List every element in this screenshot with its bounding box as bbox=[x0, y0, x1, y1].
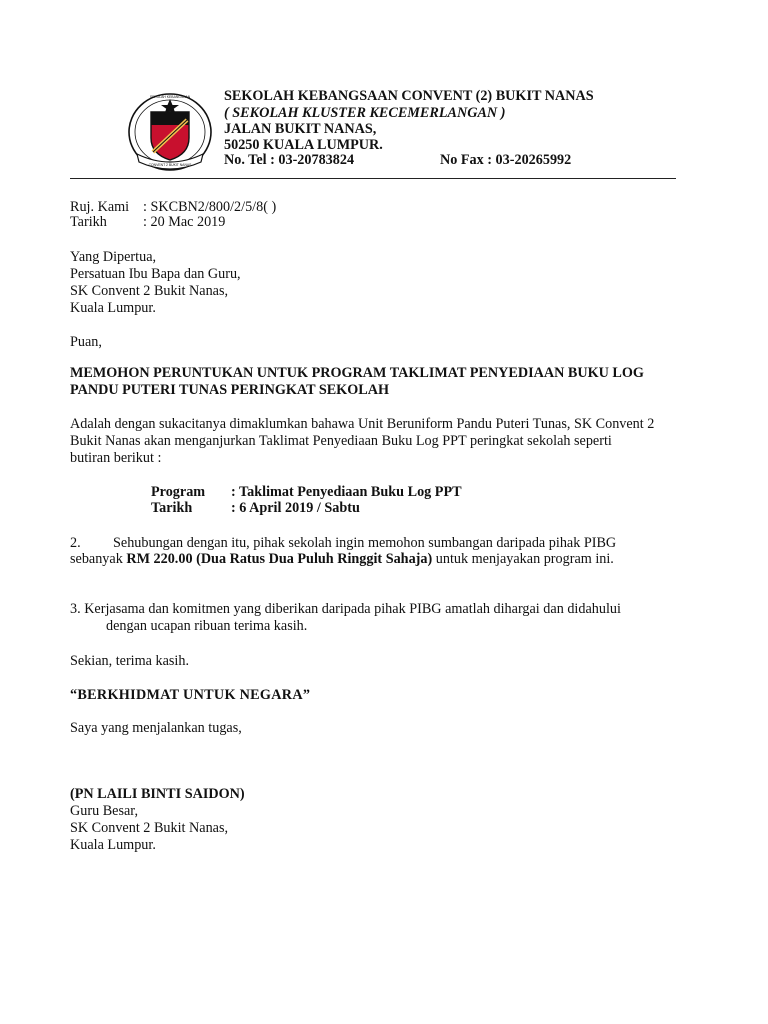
paragraph-text: untuk menjayakan program ini. bbox=[432, 551, 614, 567]
salutation: Puan, bbox=[70, 334, 102, 350]
crest-text-bottom: CONVENT 2 BUKIT NANAS bbox=[148, 163, 192, 167]
paragraph-text: sebanyak bbox=[70, 551, 127, 567]
header-divider bbox=[70, 178, 676, 179]
ref-value: : SKCBN2/800/2/5/8( ) bbox=[143, 199, 277, 215]
paragraph-line: butiran berikut : bbox=[70, 450, 162, 466]
paragraph-line: Bukit Nanas akan menganjurkan Taklimat Penyediaan Buku Log PPT peringkat sekolah seperti bbox=[70, 433, 612, 449]
cluster-label: ( SEKOLAH KLUSTER KECEMERLANGAN ) bbox=[224, 105, 506, 121]
fax: No Fax : 03-20265992 bbox=[440, 152, 572, 168]
recipient-line: SK Convent 2 Bukit Nanas, bbox=[70, 283, 229, 299]
recipient-line: Persatuan Ibu Bapa dan Guru, bbox=[70, 266, 241, 282]
address-line-1: JALAN BUKIT NANAS, bbox=[224, 121, 377, 137]
paragraph-line: Adalah dengan sukacitanya dimaklumkan bahawa Unit Beruniform Pandu Puteri Tunas, SK Convent 2 bbox=[70, 416, 655, 432]
motto: “BERKHIDMAT UNTUK NEGARA” bbox=[70, 687, 311, 703]
paragraph-2-line-2 bbox=[70, 550, 614, 568]
paragraph-number: 2. bbox=[70, 535, 81, 551]
ref-label: Ruj. Kami bbox=[70, 199, 130, 215]
program-label: Program bbox=[151, 484, 206, 500]
paragraph-line: dengan ucapan ribuan terima kasih. bbox=[106, 618, 308, 634]
recipient-line: Yang Dipertua, bbox=[70, 249, 157, 265]
date-label: Tarikh bbox=[70, 214, 107, 230]
program-date-value: : 6 April 2019 / Sabtu bbox=[231, 500, 360, 516]
duty-line: Saya yang menjalankan tugas, bbox=[70, 720, 242, 736]
signatory-line: Guru Besar, bbox=[70, 803, 138, 819]
program-date-label: Tarikh bbox=[151, 500, 193, 516]
paragraph-text: Sehubungan dengan itu, pihak sekolah ingin memohon sumbangan daripada pihak PIBG bbox=[113, 535, 617, 551]
closing: Sekian, terima kasih. bbox=[70, 653, 189, 669]
date-value: : 20 Mac 2019 bbox=[143, 214, 226, 230]
subject-line: MEMOHON PERUNTUKAN UNTUK PROGRAM TAKLIMAT PENYEDIAAN BUKU LOG bbox=[70, 365, 644, 381]
date-line bbox=[70, 213, 225, 231]
signatory-name: (PN LAILI BINTI SAIDON) bbox=[70, 786, 245, 802]
signatory-line: Kuala Lumpur. bbox=[70, 837, 156, 853]
program-date-line bbox=[151, 499, 360, 517]
signatory-line: SK Convent 2 Bukit Nanas, bbox=[70, 820, 229, 836]
paragraph-line: 3. Kerjasama dan komitmen yang diberikan daripada pihak PIBG amatlah dihargai dan didahului bbox=[70, 601, 621, 617]
school-crest-icon bbox=[127, 92, 213, 172]
recipient-line: Kuala Lumpur. bbox=[70, 300, 156, 316]
school-name: SEKOLAH KEBANGSAAN CONVENT (2) BUKIT NANAS bbox=[224, 88, 594, 104]
address-line-2: 50250 KUALA LUMPUR. bbox=[224, 137, 383, 153]
crest-text-top: SEKOLAH KEBANGSAAN bbox=[149, 95, 191, 99]
amount: RM 220.00 (Dua Ratus Dua Puluh Ringgit Sahaja) bbox=[126, 551, 433, 567]
subject-line: PANDU PUTERI TUNAS PERINGKAT SEKOLAH bbox=[70, 382, 390, 398]
telephone: No. Tel : 03-20783824 bbox=[224, 152, 355, 168]
program-value: : Taklimat Penyediaan Buku Log PPT bbox=[231, 484, 462, 500]
